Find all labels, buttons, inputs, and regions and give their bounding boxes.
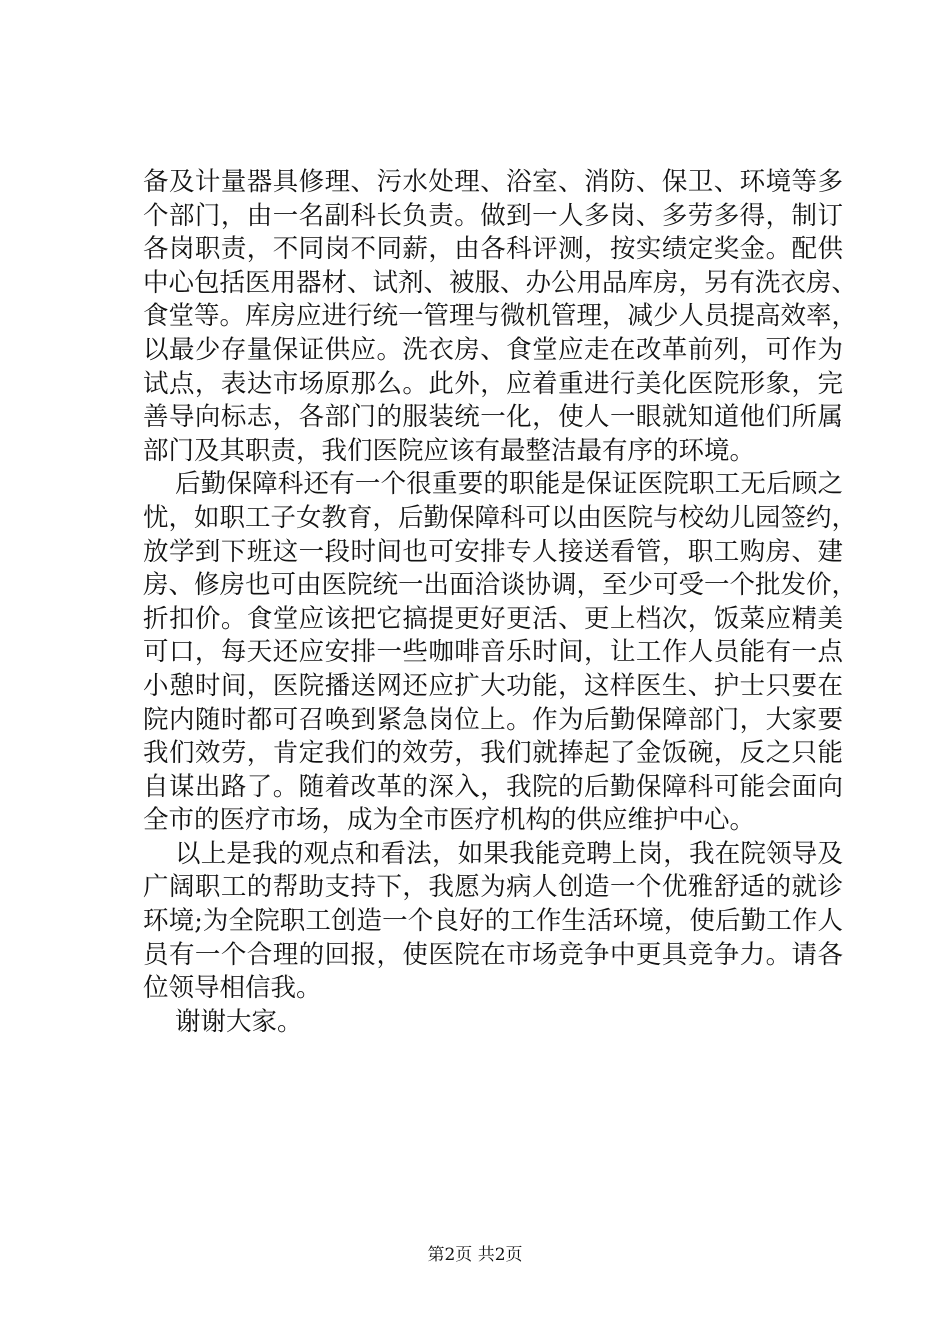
text-line: 谢谢大家。 [175,1006,303,1037]
text-line: 员有一个合理的回报，使医院在市场竞争中更具竞争力。请各 [143,939,843,970]
text-line: 广阔职工的帮助支持下，我愿为病人创造一个优雅舒适的就诊 [143,872,843,903]
text-line: 备及计量器具修理、污水处理、浴室、消防、保卫、环境等多 [143,167,843,197]
text-line: 我们效劳，肯定我们的效劳，我们就捧起了金饭碗，反之只能 [143,738,843,769]
text-line: 后勤保障科还有一个很重要的职能是保证医院职工无后顾之 [175,469,843,500]
text-line: 房、修房也可由医院统一出面洽谈协调，至少可受一个批发价， [143,570,858,601]
text-line: 忧，如职工子女教育，后勤保障科可以由医院与校幼儿园签约， [143,502,858,533]
text-line: 各岗职责，不同岗不同薪，由各科评测，按实绩定奖金。配供 [143,234,843,265]
text-line: 食堂等。库房应进行统一管理与微机管理，减少人员提高效率， [143,301,858,332]
text-line: 小憩时间，医院播送网还应扩大功能，这样医生、护士只要在 [143,670,843,701]
text-line: 位领导相信我。 [143,973,322,1004]
text-line: 部门及其职责，我们医院应该有最整洁最有序的环境。 [143,435,756,466]
text-line: 折扣价。食堂应该把它搞提更好更活、更上档次，饭菜应精美 [143,603,843,634]
page-footer: 第2页 共2页 [427,1245,523,1265]
text-line: 个部门，由一名副科长负责。做到一人多岗、多劳多得，制订 [143,200,843,231]
text-line: 试点，表达市场原那么。此外，应着重进行美化医院形象，完 [143,368,843,399]
text-line: 环境;为全院职工创造一个良好的工作生活环境，使后勤工作人 [143,906,843,937]
text-line: 院内随时都可召唤到紧急岗位上。作为后勤保障部门，大家要 [143,704,843,735]
text-line: 放学到下班这一段时间也可安排专人接送看管，职工购房、建 [143,536,843,567]
text-line: 善导向标志，各部门的服装统一化，使人一眼就知道他们所属 [143,402,843,433]
text-line: 中心包括医用器材、试剂、被服、办公用品库房，另有洗衣房、 [143,267,858,298]
text-line: 全市的医疗市场，成为全市医疗机构的供应维护中心。 [143,805,756,836]
text-line: 以最少存量保证供应。洗衣房、食堂应走在改革前列，可作为 [143,334,843,365]
text-line: 以上是我的观点和看法，如果我能竞聘上岗，我在院领导及 [175,838,843,869]
body-text [143,166,858,1039]
text-line: 自谋出路了。随着改革的深入，我院的后勤保障科可能会面向 [143,771,843,802]
text-line: 可口，每天还应安排一些咖啡音乐时间，让工作人员能有一点 [143,637,843,668]
